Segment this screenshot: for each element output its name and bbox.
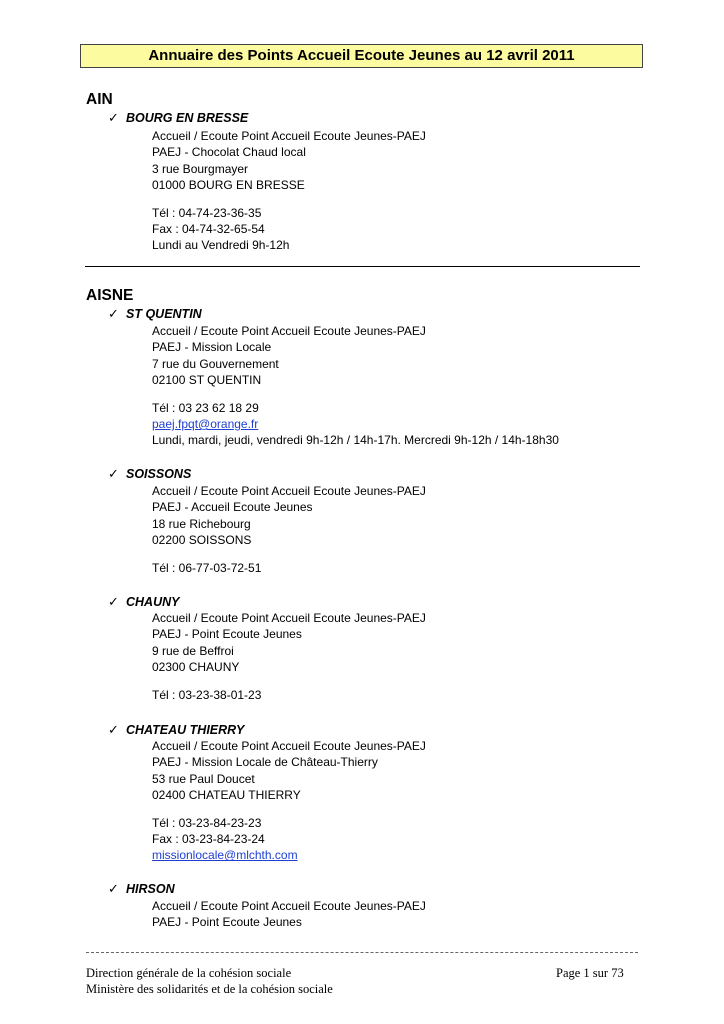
phone-line: Tél : 03-23-84-23-23 [152,815,262,830]
address-line: Accueil / Ecoute Point Accueil Ecoute Jeunes-PAEJ [152,484,426,498]
address-line: 02300 CHAUNY [152,660,240,675]
entry-heading [108,110,248,126]
document-title: Annuaire des Points Accueil Ecoute Jeunes au 12 avril 2011 [80,44,643,68]
address-line: Accueil / Ecoute Point Accueil Ecoute Jeunes-PAEJ [152,324,426,338]
address-line: 02100 ST QUENTIN [152,373,262,388]
city-name: SOISSONS [126,467,192,481]
address-line: PAEJ - Mission Locale de Château-Thierry [152,755,378,770]
phone-line: Tél : 03 23 62 18 29 [152,400,259,415]
address-line: 9 rue de Beffroi [152,643,234,658]
checkmark-icon: ✓ [108,594,119,609]
phone-line: Tél : 04-74-23-36-35 [152,205,262,220]
fax-line: Fax : 03-23-84-23-24 [152,831,265,846]
city-name: CHATEAU THIERRY [126,723,245,737]
section-divider [85,266,640,267]
address-line: 02400 CHATEAU THIERRY [152,788,301,803]
address-line: 53 rue Paul Doucet [152,771,255,786]
hours-line: Lundi au Vendredi 9h-12h [152,238,290,253]
checkmark-icon: ✓ [108,722,119,737]
address-line: PAEJ - Point Ecoute Jeunes [152,915,302,930]
entry-heading [108,881,175,897]
address-line: 3 rue Bourgmayer [152,161,249,176]
address-line: PAEJ - Chocolat Chaud local [152,145,306,160]
address-line: 02200 SOISSONS [152,533,252,548]
footer-divider [86,952,638,953]
phone-line: Tél : 03-23-38-01-23 [152,687,262,702]
footer-line: Direction générale de la cohésion sociale [86,966,292,980]
entry-address [152,738,426,864]
entry-heading [108,466,191,482]
checkmark-icon: ✓ [108,306,119,321]
phone-line: Tél : 06-77-03-72-51 [152,560,262,575]
city-name: BOURG EN BRESSE [126,111,249,125]
entry-address [152,323,559,449]
page-number: Page 1 sur 73 [556,966,624,980]
entry-heading [108,594,179,610]
entry-heading [108,306,202,322]
department-heading-ain: AIN [86,91,113,108]
address-line: Accueil / Ecoute Point Accueil Ecoute Jeunes-PAEJ [152,611,426,625]
address-line: Accueil / Ecoute Point Accueil Ecoute Jeunes-PAEJ [152,899,426,913]
footer-line: Ministère des solidarités et de la cohésion sociale [86,981,333,996]
city-name: ST QUENTIN [126,307,202,321]
fax-line: Fax : 04-74-32-65-54 [152,221,265,236]
city-name: HIRSON [126,882,175,896]
address-line: Accueil / Ecoute Point Accueil Ecoute Jeunes-PAEJ [152,129,426,143]
email-link[interactable]: paej.fpqt@orange.fr [152,416,259,431]
entry-address [152,483,426,576]
address-line: PAEJ - Mission Locale [152,340,272,355]
city-name: CHAUNY [126,595,180,609]
entry-address [152,898,426,931]
address-line: 01000 BOURG EN BRESSE [152,178,305,193]
hours-line: Lundi, mardi, jeudi, vendredi 9h-12h / 14h-17h. Mercredi 9h-12h / 14h-18h30 [152,433,559,448]
department-heading-aisne: AISNE [86,287,134,304]
checkmark-icon: ✓ [108,110,119,125]
address-line: 7 rue du Gouvernement [152,356,279,371]
footer-organization [86,966,333,997]
email-link[interactable]: missionlocale@mlchth.com [152,848,298,863]
checkmark-icon: ✓ [108,466,119,481]
address-line: PAEJ - Point Ecoute Jeunes [152,627,302,642]
entry-address [152,128,426,254]
address-line: PAEJ - Accueil Ecoute Jeunes [152,500,313,515]
address-line: Accueil / Ecoute Point Accueil Ecoute Jeunes-PAEJ [152,739,426,753]
entry-address [152,610,426,703]
entry-heading [108,722,244,738]
checkmark-icon: ✓ [108,881,119,896]
address-line: 18 rue Richebourg [152,516,251,531]
